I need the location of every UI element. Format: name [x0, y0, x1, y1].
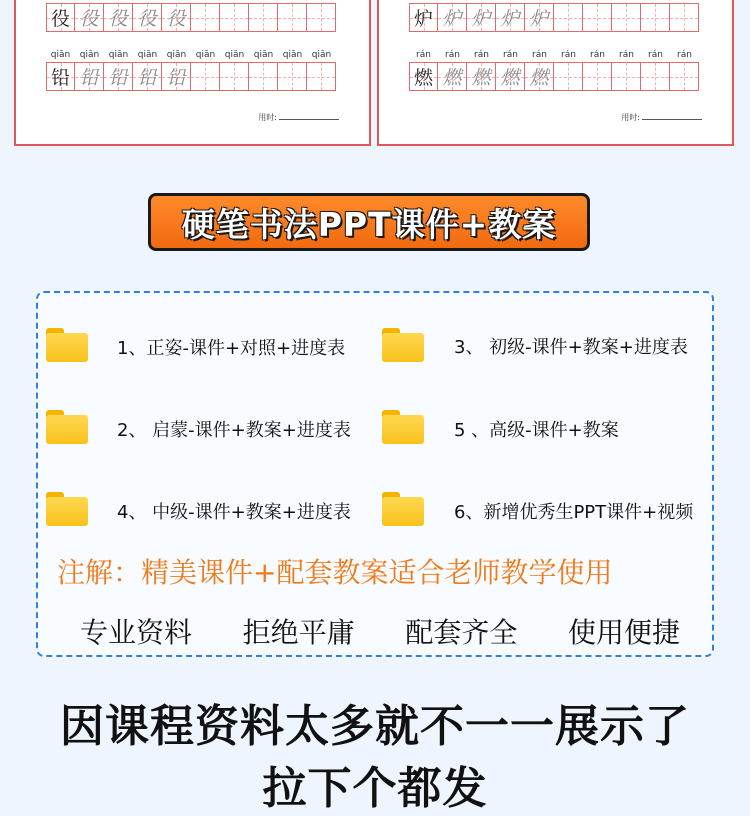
pinyin: qiān: [253, 50, 274, 60]
char-cell: [554, 62, 583, 91]
char-cell: [554, 3, 583, 32]
tag: 使用便捷: [567, 616, 680, 649]
char-cell: [641, 62, 670, 91]
worksheet-right: [377, 0, 734, 146]
bottom-heading: 因课程资料太多就不一一展示了: [60, 701, 690, 752]
time-label: 用时:: [258, 112, 339, 123]
tag: 专业资料: [80, 616, 193, 649]
char-row-1: [409, 3, 699, 32]
feature-tags: [80, 611, 680, 651]
char-row-2: [409, 62, 699, 91]
time-label: 用时:: [621, 112, 702, 123]
pinyin: qiān: [195, 50, 216, 60]
char-cell: 燃: [438, 62, 467, 91]
char-cell: 铅: [133, 62, 162, 91]
char-cell: [220, 62, 249, 91]
pinyin: rán: [561, 50, 576, 60]
tag: 拒绝平庸: [242, 616, 355, 649]
folder-label[interactable]: 3、 初级-课件+教案+进度表: [454, 337, 688, 358]
char-cell: 燃: [409, 62, 438, 91]
pinyin-row: [409, 50, 699, 60]
char-cell: [641, 3, 670, 32]
folder-icon[interactable]: [46, 410, 88, 444]
char-cell: 铅: [104, 62, 133, 91]
char-cell: [307, 3, 336, 32]
pinyin: rán: [503, 50, 518, 60]
char-cell: [191, 62, 220, 91]
title-banner: [148, 193, 590, 251]
pinyin: rán: [474, 50, 489, 60]
folder-icon[interactable]: [46, 492, 88, 526]
char-row-2: [46, 62, 336, 91]
char-cell: 役: [133, 3, 162, 32]
pinyin: qiān: [166, 50, 187, 60]
char-cell: 炉: [409, 3, 438, 32]
pinyin: qiān: [311, 50, 332, 60]
pinyin: qiān: [50, 50, 71, 60]
folder-label[interactable]: 1、正姿-课件+对照+进度表: [117, 338, 346, 359]
char-cell: 铅: [75, 62, 104, 91]
char-cell: 役: [75, 3, 104, 32]
char-cell: [583, 3, 612, 32]
char-cell: [670, 62, 699, 91]
folder-icon[interactable]: [382, 328, 424, 362]
folder-label[interactable]: 2、 启蒙-课件+教案+进度表: [117, 420, 351, 441]
char-cell: 炉: [525, 3, 554, 32]
char-cell: [220, 3, 249, 32]
banner-title: 硬笔书法PPT课件+教案: [181, 204, 557, 244]
char-cell: [249, 3, 278, 32]
char-cell: 燃: [467, 62, 496, 91]
pinyin-row: [46, 50, 336, 60]
char-cell: 役: [104, 3, 133, 32]
tag: 配套齐全: [405, 616, 518, 649]
pinyin: qiān: [108, 50, 129, 60]
pinyin: rán: [590, 50, 605, 60]
pinyin: rán: [677, 50, 692, 60]
char-cell: [191, 3, 220, 32]
char-cell: 炉: [496, 3, 525, 32]
char-cell: [249, 62, 278, 91]
char-cell: [612, 62, 641, 91]
pinyin: rán: [445, 50, 460, 60]
char-cell: [278, 62, 307, 91]
char-cell: [278, 3, 307, 32]
folder-icon[interactable]: [46, 328, 88, 362]
pinyin: qiān: [79, 50, 100, 60]
char-cell: 役: [162, 3, 191, 32]
char-cell: 铅: [162, 62, 191, 91]
pinyin: rán: [648, 50, 663, 60]
pinyin: qiān: [137, 50, 158, 60]
folder-icon[interactable]: [382, 410, 424, 444]
note-text: 注解：精美课件+配套教案适合老师教学使用: [57, 556, 613, 589]
char-cell: [307, 62, 336, 91]
char-cell: 燃: [525, 62, 554, 91]
char-cell: 炉: [467, 3, 496, 32]
char-cell: [670, 3, 699, 32]
worksheet-left: [14, 0, 371, 146]
folder-label[interactable]: 5 、高级-课件+教案: [454, 420, 619, 441]
char-cell: [583, 62, 612, 91]
pinyin: qiān: [282, 50, 303, 60]
folder-icon[interactable]: [382, 492, 424, 526]
char-cell: [612, 3, 641, 32]
char-cell: 燃: [496, 62, 525, 91]
folder-label[interactable]: 6、新增优秀生PPT课件+视频: [454, 502, 694, 523]
bottom-heading-line2: 拉下个都发: [262, 763, 488, 814]
char-row-1: [46, 3, 336, 32]
pinyin: rán: [416, 50, 431, 60]
char-cell: 铅: [46, 62, 75, 91]
folder-label[interactable]: 4、 中级-课件+教案+进度表: [117, 502, 351, 523]
pinyin: qiān: [224, 50, 245, 60]
pinyin: rán: [619, 50, 634, 60]
char-cell: 炉: [438, 3, 467, 32]
pinyin: rán: [532, 50, 547, 60]
char-cell: 役: [46, 3, 75, 32]
